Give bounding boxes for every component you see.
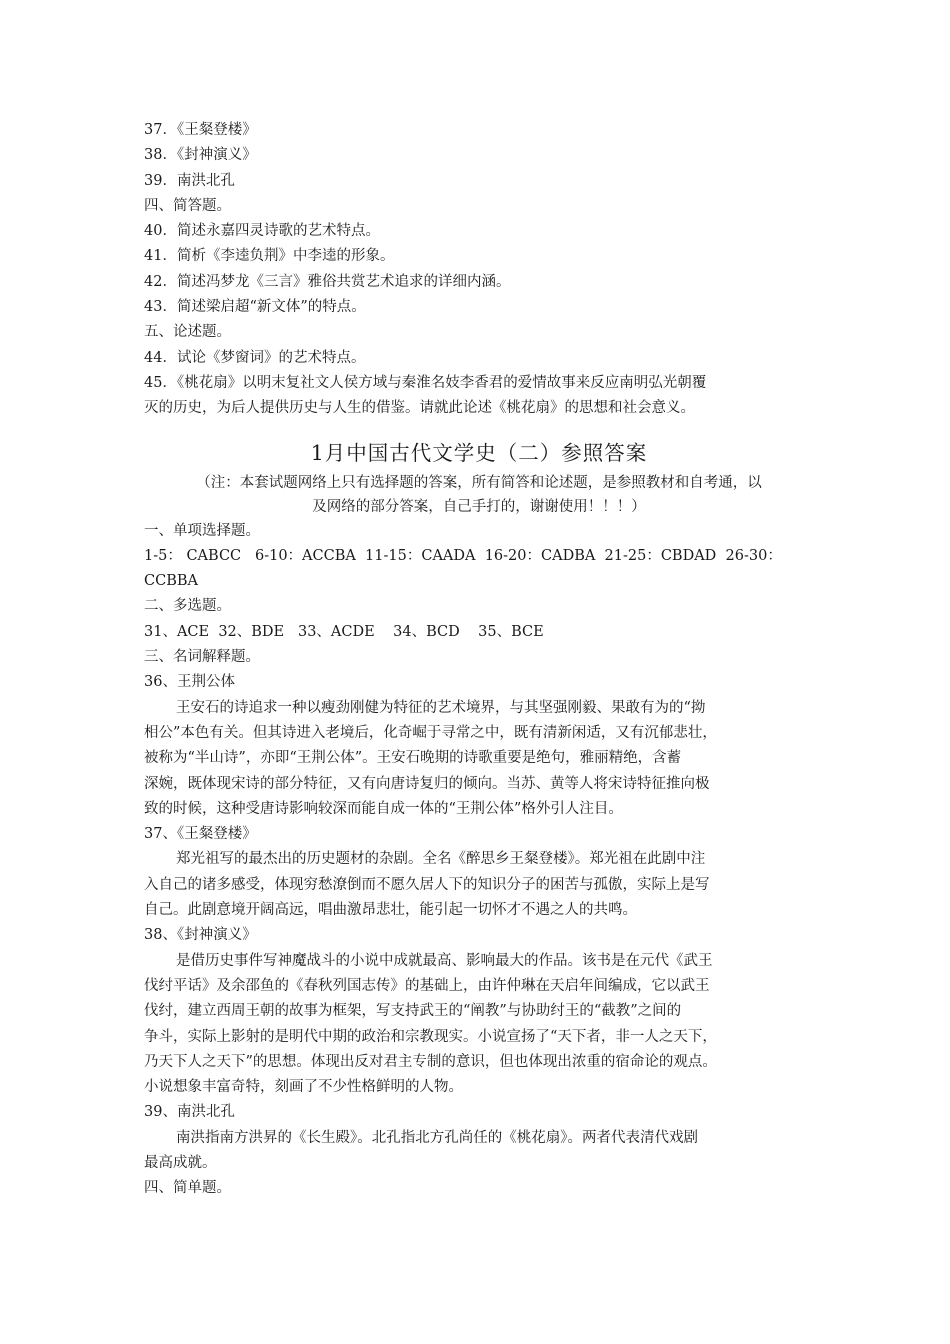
term-paragraph-line: 小说想象丰富奇特，刻画了不少性格鲜明的人物。 — [144, 1079, 463, 1096]
term-paragraph-line: 是借历史事件写神魔战斗的小说中成就最高、影响最大的作品。该书是在元代《武王 — [176, 952, 713, 969]
answers-note-line: （注：本套试题网络上只有选择题的答案，所有简答和论述题，是参照教材和自考通，以 — [196, 474, 762, 491]
term-paragraph-line: 南洪指南方洪昇的《长生殿》。北孔指北方孔尚任的《桃花扇》。两者代表清代戏剧 — [176, 1129, 698, 1146]
question-item: 39．南洪北孔 — [144, 172, 235, 189]
section-heading: 四、简答题。 — [144, 197, 231, 214]
question-item: 41．简析《李逵负荆》中李逵的形象。 — [144, 248, 395, 265]
term-paragraph-line: 郑光祖写的最杰出的历史题材的杂剧。全名《醉思乡王粲登楼》。郑光祖在此剧中注 — [176, 851, 706, 868]
answers-note-line: 及网络的部分答案，自己手打的，谢谢使用！！！） — [312, 498, 646, 515]
term-paragraph-line: 自己。此剧意境开阔高远，唱曲激昂悲壮，能引起一切怀才不遇之人的共鸣。 — [144, 902, 637, 919]
question-item: 38．《封神演义》 — [144, 147, 257, 164]
term-paragraph-line: 最高成就。 — [144, 1154, 217, 1171]
question-item: 42．简述冯梦龙《三言》雅俗共赏艺术追求的详细内涵。 — [144, 273, 511, 290]
question-item: 43．简述梁启超“新文体”的特点。 — [144, 299, 366, 316]
single-choice-answers: CCBBA — [144, 573, 198, 590]
term-paragraph-line: 乃天下人之天下”的思想。体现出反对君主专制的意识，但也体现出浓重的宿命论的观点。 — [144, 1053, 717, 1070]
question-item: 45．《桃花扇》以明末复社文人侯方域与秦淮名妓李香君的爱情故事来反应南明弘光朝覆 — [144, 374, 707, 391]
term-title: 38、《封神演义》 — [144, 927, 257, 944]
section-heading: 四、简单题。 — [144, 1180, 231, 1197]
term-paragraph-line: 争斗，实际上影射的是明代中期的政治和宗教现实。小说宣扬了“天下者，非一人之天下， — [144, 1028, 717, 1045]
document-page — [144, 118, 814, 1202]
term-paragraph-line: 致的时候，这种受唐诗影响较深而能自成一体的“王荆公体”格外引人注目。 — [144, 800, 623, 817]
answers-title: 1月中国古代文学史（二）参照答案 — [310, 440, 648, 465]
section-heading: 一、单项选择题。 — [144, 522, 260, 539]
term-paragraph-line: 王安石的诗追求一种以瘦劲刚健为特征的艺术境界，与其坚强刚毅、果敢有为的“拗 — [176, 699, 706, 716]
questions-tail — [144, 118, 814, 422]
question-item: 40．简述永嘉四灵诗歌的艺术特点。 — [144, 223, 380, 240]
term-title: 37、《王粲登楼》 — [144, 826, 257, 843]
multi-choice-answers: 31、ACE 32、BDE 33、ACDE 34、BCD 35、BCE — [144, 623, 544, 640]
term-title: 39、南洪北孔 — [144, 1104, 235, 1121]
term-paragraph-line: 入自己的诸多感受，体现穷愁潦倒而不愿久居人下的知识分子的困苦与孤傲，实际上是写 — [144, 876, 710, 893]
section-heading: 三、名词解释题。 — [144, 649, 260, 666]
section-heading: 二、多选题。 — [144, 598, 231, 615]
term-paragraph-line: 相公”本色有关。但其诗进入老境后，化奇崛于寻常之中，既有清新闲适，又有沉郁悲壮， — [144, 724, 717, 741]
question-item: 灭的历史，为后人提供历史与人生的借鉴。请就此论述《桃花扇》的思想和社会意义。 — [144, 400, 695, 417]
term-paragraph-line: 伐纣平话》及余邵鱼的《春秋列国志传》的基础上，由许仲琳在天启年间编成，它以武王 — [144, 977, 710, 994]
section-heading: 五、论述题。 — [144, 324, 231, 341]
term-title: 36、王荆公体 — [144, 674, 235, 691]
single-choice-answers: 1-5： CABCC 6-10：ACCBA 11-15：CAADA 16-20：CADBA 21-25：CBDAD 26-30： — [144, 547, 782, 564]
term-paragraph-line: 深婉，既体现宋诗的部分特征，又有向唐诗复归的倾向。当苏、黄等人将宋诗特征推向极 — [144, 775, 710, 792]
question-item: 37．《王粲登楼》 — [144, 122, 257, 138]
term-paragraph-line: 被称为“半山诗”，亦即“王荆公体”。王安石晚期的诗歌重要是绝句，雅丽精绝，含蓄 — [144, 750, 682, 767]
question-item: 44．试论《梦窗词》的艺术特点。 — [144, 349, 366, 366]
term-paragraph-line: 伐纣，建立西周王朝的故事为框架，写支持武王的“阐教”与协助纣王的“截教”之间的 — [144, 1003, 682, 1020]
